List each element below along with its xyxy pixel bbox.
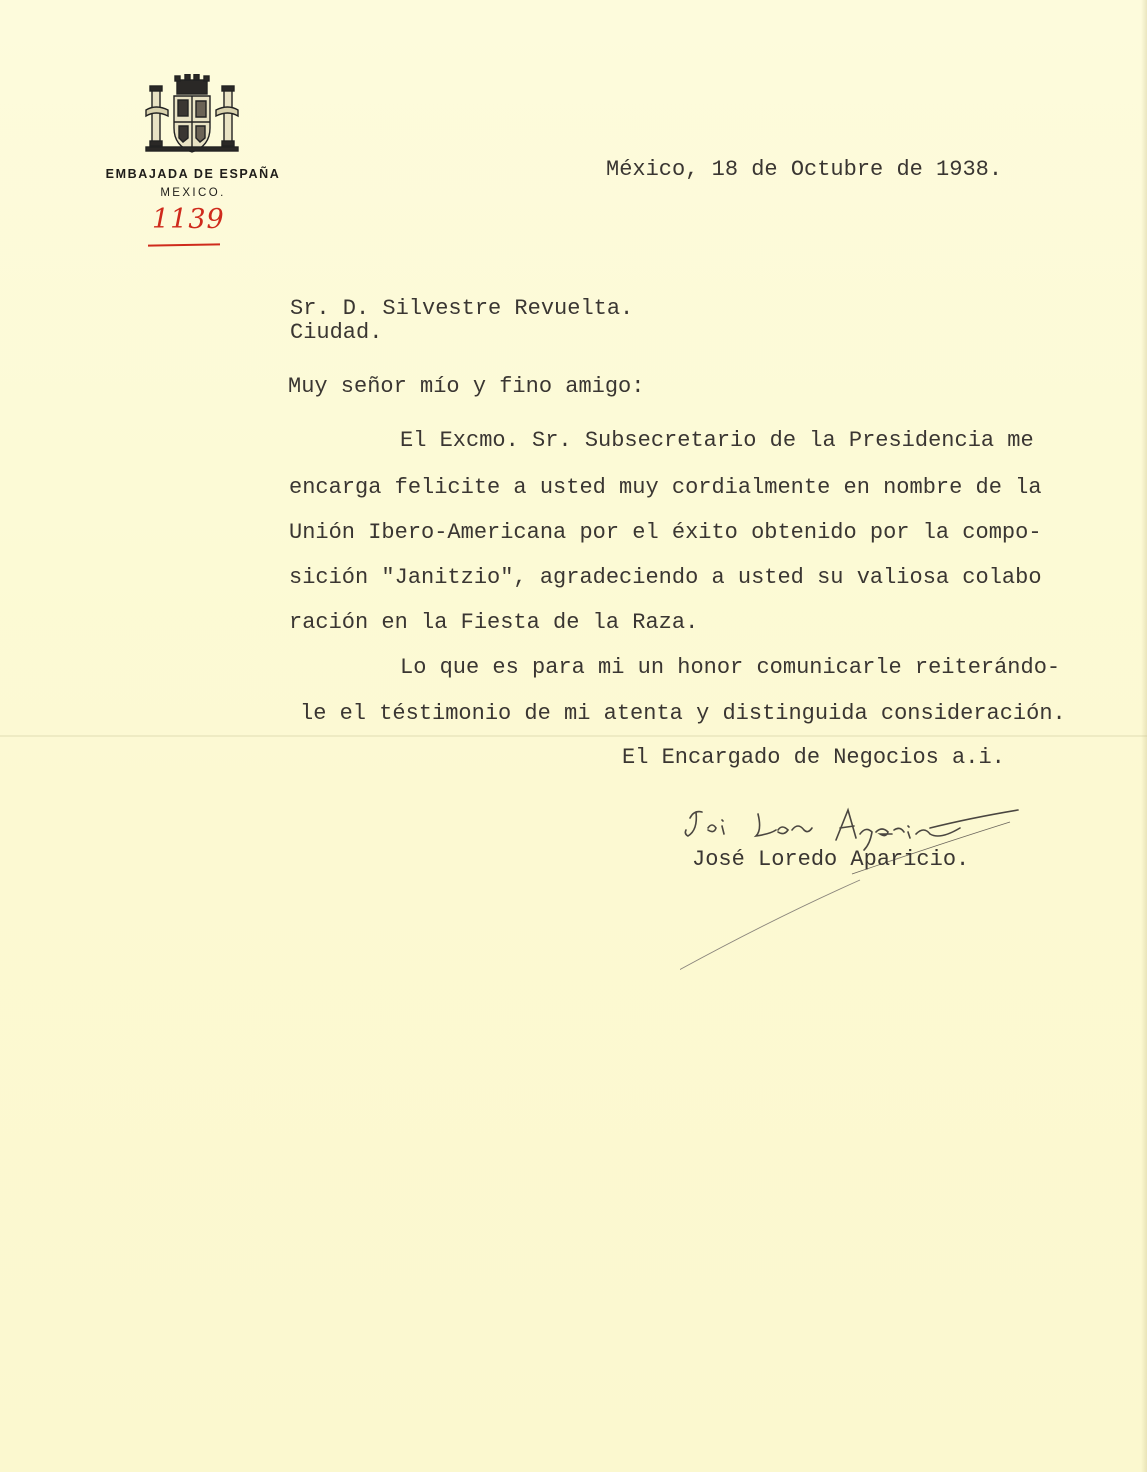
paper-fold-line — [0, 735, 1147, 737]
body-line: Lo que es para mi un honor comunicarle reiterándo- — [400, 655, 1061, 680]
letterhead — [80, 167, 306, 199]
body-line: encarga felicite a usted muy cordialmente en nombre de la — [289, 475, 1042, 500]
body-line: sición "Janitzio", agradeciendo a usted su valiosa colabo — [289, 565, 1042, 590]
embassy-name: EMBAJADA DE ESPAÑA — [105, 167, 281, 181]
embassy-city: MEXICO. — [160, 187, 226, 199]
handwritten-reference-number: 1139 — [152, 204, 225, 235]
paper-edge-shadow — [1141, 0, 1147, 1472]
body-line: Unión Ibero-Americana por el éxito obtenido por la compo- — [289, 520, 1042, 545]
body-line: le el téstimonio de mi atenta y distinguida consideración. — [300, 701, 1066, 726]
recipient-city: Ciudad. — [290, 320, 383, 345]
body-line: ración en la Fiesta de la Raza. — [289, 610, 699, 635]
handwritten-signature — [680, 800, 1030, 990]
reference-underline — [148, 243, 220, 246]
salutation: Muy señor mío y fino amigo: — [288, 374, 645, 399]
closing-title: El Encargado de Negocios a.i. — [622, 745, 1005, 770]
date-line: México, 18 de Octubre de 1938. — [606, 157, 1003, 182]
spanish-coat-of-arms-icon — [142, 74, 242, 156]
signer-name: José Loredo Aparicio. — [692, 847, 970, 872]
body-line: El Excmo. Sr. Subsecretario de la Presidencia me — [400, 428, 1034, 453]
recipient-name: Sr. D. Silvestre Revuelta. — [290, 296, 634, 321]
